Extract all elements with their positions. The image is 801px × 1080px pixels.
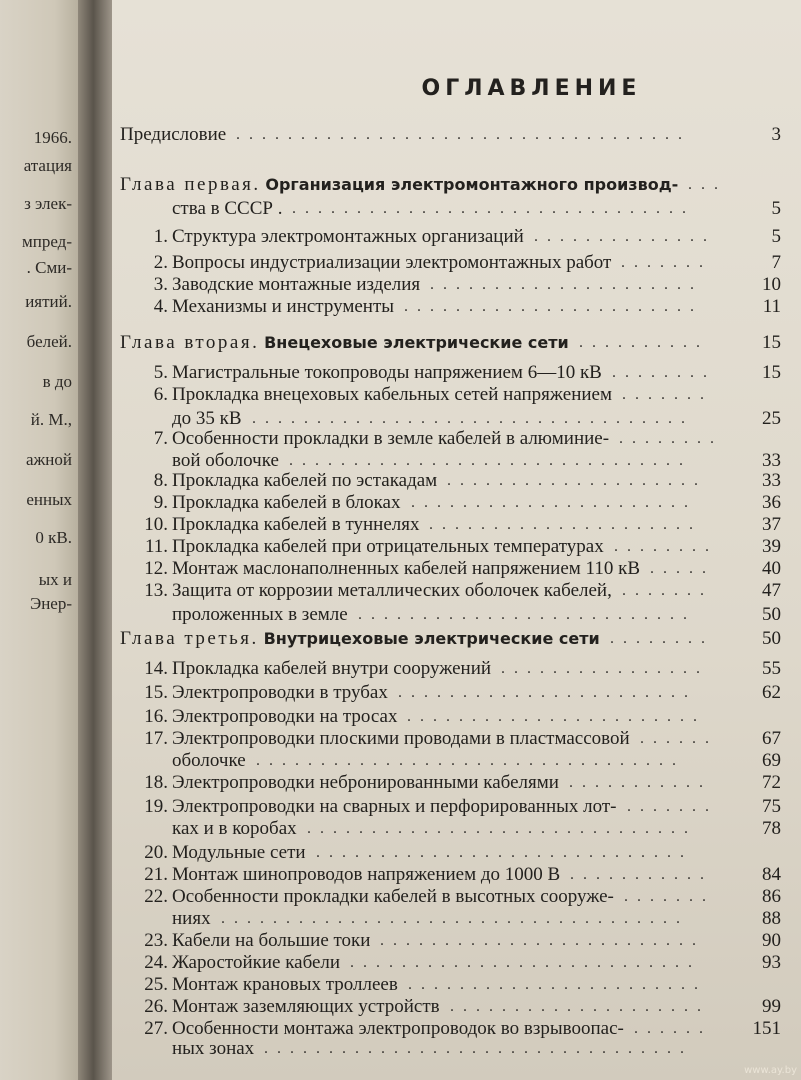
toc-entry-number: 4. [153,296,168,317]
leader-dots: ............................. [316,844,693,861]
leader-dots: ... [688,176,727,193]
book-gutter [78,0,112,1080]
toc-entry-title: Вопросы индустриализации электромонтажных работ [172,252,612,273]
toc-entry-number: 26. [144,996,168,1017]
toc-entry-number: 13. [144,580,168,601]
leader-dots: ........ [614,538,718,555]
left-page-fragment: белей. [26,332,72,351]
toc-entry-title: ниях [172,908,211,929]
chapter-label: Глава первая. [120,174,261,195]
toc-entry-title: Электропроводки на сварных и перфорированных лот- [172,796,617,817]
leader-dots: ................................. [264,1040,693,1057]
leader-dots: ....................... [398,684,697,701]
toc-entry-number: 22. [144,886,168,907]
chapter-label: Глава вторая. [120,332,260,353]
leader-dots: ........... [569,774,712,791]
toc-entry-number: 7. [153,428,168,449]
chapter-title: Внутрицеховые электрические сети [263,629,600,648]
toc-entry-number: 6. [153,384,168,405]
left-page-fragment: 0 кВ. [35,528,72,547]
toc-entry-title: оболочке [172,750,246,771]
toc-entry [112,816,801,842]
toc-page-number: 7 [771,252,781,273]
toc-entry [112,578,801,604]
watermark: www.ay.by [744,1065,797,1076]
leader-dots: ................................. [256,752,685,769]
toc-page-number: 36 [762,492,781,513]
left-page-fragment: з элек- [24,194,72,213]
toc-entry-number: 27. [144,1018,168,1039]
toc-entry-title: Прокладка кабелей в туннелях [172,514,420,535]
left-page-fragment: ажной [26,450,72,469]
leader-dots: ....... [621,254,712,271]
leader-dots: ....... [622,386,713,403]
toc-page-number: 69 [762,750,781,771]
leader-dots: ................................... [236,126,691,143]
leader-dots: ........................... [350,954,701,971]
toc-page-number: 11 [762,296,781,317]
toc-page-number: 47 [762,580,781,601]
leader-dots: ...... [640,730,718,747]
toc-page-number: 15 [762,332,781,353]
toc-entry [112,656,801,682]
toc-entry-title: Защита от коррозии металлических оболочек кабелей, [172,580,612,601]
toc-entry-number: 16. [144,706,168,727]
toc-entry-title: Структура электромонтажных организаций [172,226,524,247]
left-page-fragment: ых и [38,570,72,589]
leader-dots: ............................... [289,452,692,469]
leader-dots: ............................... [292,200,695,217]
toc-entry-title: Монтаж маслонаполненных кабелей напряжением 110 кВ [172,558,640,579]
toc-entry-number: 19. [144,796,168,817]
leader-dots: ......................... [380,932,705,949]
toc-page-number: 33 [762,450,781,471]
toc-page-number: 67 [762,728,781,749]
toc-page-number: 33 [762,470,781,491]
toc-entry-title: Прокладка кабелей при отрицательных температурах [172,536,604,557]
toc-entry-title: Электропроводки в трубах [172,682,388,703]
toc-entry [112,382,801,408]
leader-dots: ....... [624,888,715,905]
toc-entry-number: 10. [144,514,168,535]
toc-entry-number: 21. [144,864,168,885]
toc-entry-number: 8. [153,470,168,491]
toc-entry [112,122,801,148]
chapter-title: Внецеховые электрические сети [264,333,569,352]
toc-page-number: 25 [762,408,781,429]
leader-dots: .................................... [221,910,689,927]
toc-entry-number: 23. [144,930,168,951]
left-page-fragment: . Сми- [26,258,72,277]
left-page-fragment: 1966. [33,128,72,147]
left-page-fragment: в до [42,372,72,391]
leader-dots: ....... [627,798,718,815]
toc-entry-title: Прокладка кабелей внутри сооружений [172,658,492,679]
toc-entry-number: 15. [144,682,168,703]
toc-entry [112,224,801,250]
toc-entry-title: Особенности прокладки кабелей в высотных сооруже- [172,886,614,907]
page-title: ОГЛАВЛЕНИЕ [421,76,642,101]
left-page-fragment: енных [26,490,72,509]
toc-page-number: 75 [762,796,781,817]
toc-page-number: 15 [762,362,781,383]
leader-dots: ...................... [411,494,697,511]
toc-page-number: 99 [762,996,781,1017]
leader-dots: .............. [534,228,716,245]
leader-dots: ........ [619,430,723,447]
toc-entry [112,680,801,706]
leader-dots: .................... [447,472,707,489]
leader-dots: ....................... [408,976,707,993]
left-page-fragment: й. М., [30,410,72,429]
toc-entry-number: 1. [153,226,168,247]
left-facing-page [0,0,78,1080]
toc-entry-number: 9. [153,492,168,513]
toc-entry-title: Прокладка кабелей по эстакадам [172,470,438,491]
toc-entry-title: Особенности монтажа электропроводок во взрывоопас- [172,1018,624,1039]
toc-chapter-line [112,626,801,652]
toc-entry [112,1036,801,1062]
left-page-fragment: Энер- [29,594,72,613]
toc-entry-number: 24. [144,952,168,973]
toc-entry-number: 5. [153,362,168,383]
toc-entry-title: Прокладка кабелей в блоках [172,492,401,513]
chapter-heading [120,172,678,198]
leader-dots: ................ [501,660,709,677]
leader-dots: .......... [579,334,709,351]
toc-entry-number: 17. [144,728,168,749]
toc-entry-title: Предисловие [120,124,227,145]
toc-entry-title: ства в СССР . [172,198,283,219]
leader-dots: .................................. [252,410,694,427]
leader-dots: ..................... [429,516,702,533]
leader-dots: ....... [622,582,713,599]
toc-page-number: 86 [762,886,781,907]
toc-entry [112,602,801,628]
toc-page [112,0,801,1080]
toc-entry-number: 2. [153,252,168,273]
toc-page-number: 151 [752,1018,781,1039]
toc-entry-title: ках и в коробах [172,818,297,839]
toc-page-number: 50 [762,604,781,625]
toc-page-number: 84 [762,864,781,885]
toc-page-number: 55 [762,658,781,679]
toc-entry-title: до 35 кВ [172,408,242,429]
toc-entry-title: Жаростойкие кабели [172,952,341,973]
toc-page-number: 5 [771,226,781,247]
toc-entry-number: 12. [144,558,168,579]
toc-page-number: 90 [762,930,781,951]
toc-entry-title: Магистральные токопроводы напряжением 6—10 кВ [172,362,602,383]
left-page-fragment: иятий. [25,292,72,311]
chapter-label: Глава третья. [120,628,259,649]
toc-page-number: 10 [762,274,781,295]
toc-page-number: 39 [762,536,781,557]
toc-page-number: 78 [762,818,781,839]
chapter-title: Организация электромонтажного производ- [265,175,679,194]
toc-chapter-line [112,172,801,198]
toc-entry-title: Электропроводки плоскими проводами в пластмассовой [172,728,630,749]
chapter-heading [120,330,569,356]
toc-entry-number: 18. [144,772,168,793]
leader-dots: ........ [610,630,714,647]
toc-entry-number: 25. [144,974,168,995]
toc-entry-number: 14. [144,658,168,679]
toc-entry-title: Монтаж крановых троллеев [172,974,398,995]
toc-page-number: 62 [762,682,781,703]
toc-entry-title: Монтаж заземляющих устройств [172,996,440,1017]
toc-entry-number: 20. [144,842,168,863]
toc-entry-title: Электропроводки на тросах [172,706,398,727]
toc-entry-title: вой оболочке [172,450,279,471]
toc-entry-title: Заводские монтажные изделия [172,274,421,295]
chapter-heading [120,626,600,652]
leader-dots: ........... [570,866,713,883]
toc-page-number: 93 [762,952,781,973]
toc-page-number: 50 [762,628,781,649]
toc-entry-title: Модульные сети [172,842,306,863]
left-page-fragment: мпред- [22,232,72,251]
toc-page-number: 3 [771,124,781,145]
toc-page-number: 72 [762,772,781,793]
toc-entry-title: Особенности прокладки в земле кабелей в алюминие- [172,428,610,449]
toc-page-number: 40 [762,558,781,579]
leader-dots: .......................... [358,606,696,623]
leader-dots: ...... [634,1020,712,1037]
leader-dots: ........ [612,364,716,381]
toc-entry [112,196,801,222]
toc-entry-title: Электропроводки небронированными кабелями [172,772,559,793]
toc-page-number: 5 [771,198,781,219]
toc-page-number: 37 [762,514,781,535]
toc-entry-title: Монтаж шинопроводов напряжением до 1000 В [172,864,561,885]
toc-page-number: 88 [762,908,781,929]
toc-entry-title: Механизмы и инструменты [172,296,395,317]
toc-chapter-line [112,330,801,356]
toc-entry [112,770,801,796]
left-page-fragment: атация [23,156,72,175]
toc-entry-number: 11. [144,536,168,557]
leader-dots: ....................... [407,708,706,725]
leader-dots: ....................... [404,298,703,315]
leader-dots: .............................. [307,820,697,837]
toc-entry-number: 3. [153,274,168,295]
leader-dots: ..... [650,560,715,577]
toc-entry-title: Прокладка внецеховых кабельных сетей напряжением [172,384,613,405]
toc-entry-title: ных зонах [172,1038,255,1059]
toc-entry [112,294,801,320]
toc-entry-title: проложенных в земле [172,604,348,625]
leader-dots: .................... [450,998,710,1015]
toc-entry-title: Кабели на большие токи [172,930,371,951]
leader-dots: ..................... [430,276,703,293]
